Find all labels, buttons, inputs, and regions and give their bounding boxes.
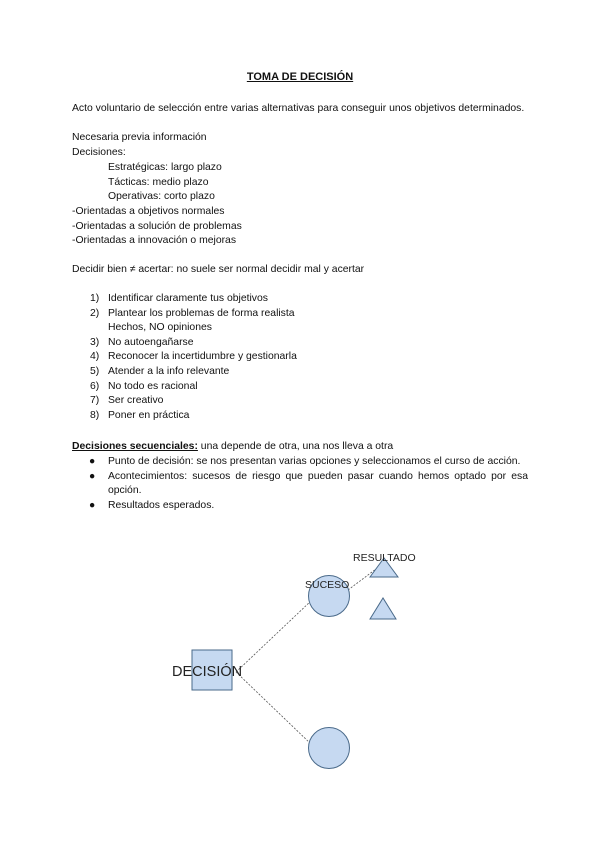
event-label: SUCESO [305, 579, 350, 591]
sequential-heading: Decisiones secuenciales: [72, 441, 198, 452]
decision-type-item: Tácticas: medio plazo [108, 176, 209, 188]
sequential-description: una depende de otra, una nos lleva a otra [197, 441, 394, 452]
step-number: 3) [90, 336, 100, 348]
decision-type-item: Estratégicas: largo plazo [108, 162, 222, 173]
step-text: Poner en práctica [108, 409, 190, 421]
step-text: Identificar claramente tus objetivos [108, 293, 268, 304]
result-triangle-lower [370, 598, 396, 619]
step-number: 7) [90, 395, 100, 407]
result-label: RESULTADO [353, 552, 416, 564]
step-text: Ser creativo [108, 395, 164, 407]
decisions-label: Decisiones: [72, 147, 126, 158]
bullet-text: Resultados esperados. [108, 499, 215, 511]
step-text: Atender a la info relevante [108, 365, 230, 377]
info-line: Necesaria previa información [72, 132, 207, 143]
bullet-icon: ● [89, 499, 96, 511]
decide-note: Decidir bien ≠ acertar: no suele ser normal decidir mal y acertar [72, 264, 365, 275]
step-number: 8) [90, 409, 100, 421]
step-number: 2) [90, 307, 100, 319]
orientation-item: -Orientadas a solución de problemas [72, 220, 242, 232]
decision-label: DECISIÓN [172, 664, 243, 680]
bullet-text: Acontecimientos: sucesos de riesgo que pueden pasar cuando hemos optado por esa opción. [108, 470, 528, 497]
bullet-icon: ● [89, 456, 96, 467]
decision-type-item: Operativas: corto plazo [108, 191, 215, 203]
step-text: No todo es racional [108, 380, 198, 392]
step-number: 4) [90, 351, 100, 363]
document-title: TOMA DE DECISIÓN [246, 71, 354, 83]
step-text: Reconocer la incertidumbre y gestionarla [108, 351, 297, 363]
bullet-icon: ● [89, 470, 96, 482]
step-text: No autoengañarse [108, 336, 194, 348]
branch-line-upper [236, 600, 312, 672]
branch-line-lower [236, 672, 312, 745]
event-circle-lower [309, 728, 350, 769]
step-number: 5) [90, 365, 100, 377]
bullet-text: Punto de decisión: se nos presentan varias opciones y seleccionamos el curso de acción. [108, 456, 521, 467]
orientation-item: -Orientadas a innovación o mejoras [72, 235, 237, 247]
orientation-item: -Orientadas a objetivos normales [72, 206, 225, 217]
definition-paragraph: Acto voluntario de selección entre varias alternativas para conseguir unos objetivos determinados. [72, 103, 525, 114]
step-number: 6) [90, 380, 100, 392]
step-subtext: Hechos, NO opiniones [108, 322, 212, 334]
step-text: Plantear los problemas de forma realista [108, 307, 295, 319]
step-number: 1) [90, 293, 100, 304]
